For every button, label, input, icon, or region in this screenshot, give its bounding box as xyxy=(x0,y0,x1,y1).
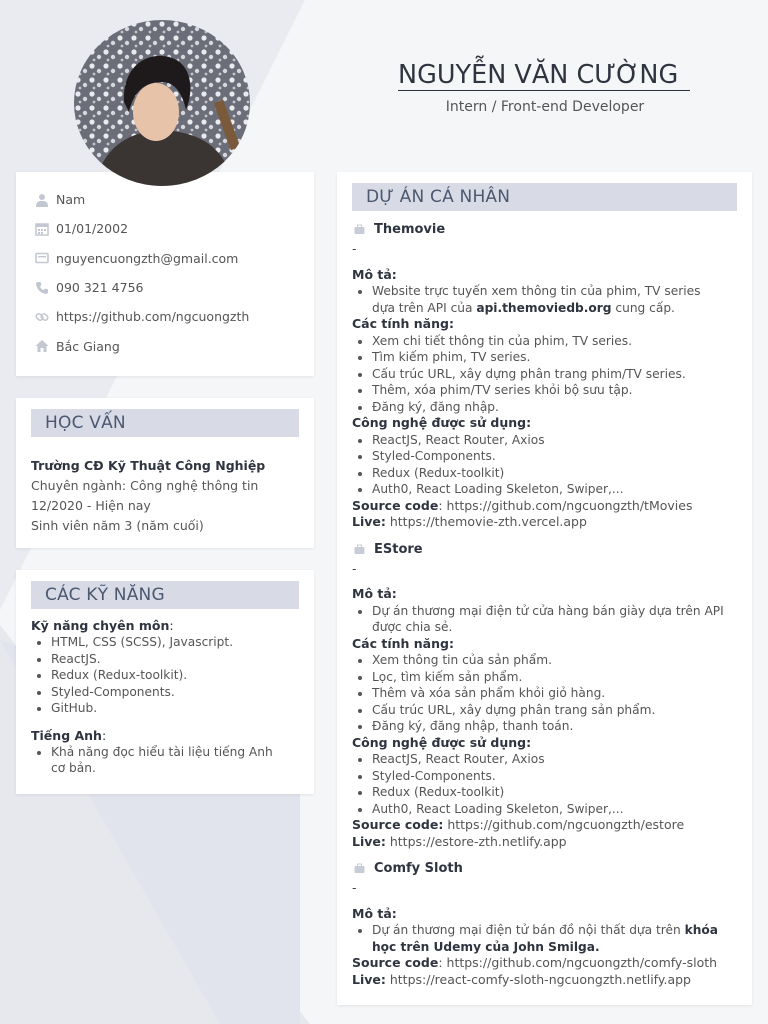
projects-title: DỰ ÁN CÁ NHÂN xyxy=(352,183,737,211)
list-item: • HTML, CSS (SCSS), Javascript. xyxy=(51,634,299,651)
live-link[interactable]: https://estore-zth.netlify.app xyxy=(389,833,567,849)
list-item: • Đăng ký, đăng nhập, thanh toán. xyxy=(372,718,737,735)
source-line: Source code: https://github.com/ngcuongzth/estore xyxy=(352,817,685,832)
github-row[interactable] xyxy=(35,302,314,331)
list-item: • Dự án thương mại điện tử cửa hàng bán giày dựa trên API được chia sẻ. xyxy=(372,603,732,636)
address-row xyxy=(35,331,314,360)
skills-card xyxy=(16,570,314,794)
list-item: • ReactJS, React Router, Axios xyxy=(372,751,737,768)
live-line: Live: https://estore-zth.netlify.app xyxy=(352,833,567,849)
english-heading: Tiếng Anh: xyxy=(31,727,107,743)
birthday-text: 01/01/2002 xyxy=(56,221,129,237)
school-name: Trường CĐ Kỹ Thuật Công Nghiệp xyxy=(31,458,266,473)
project-dash: - xyxy=(352,880,357,895)
list-item: • Cấu trúc URL, xây dựng phân trang sản phẩm. xyxy=(372,702,737,719)
skills-title: CÁC KỸ NĂNG xyxy=(31,581,299,609)
list-item: • Đăng ký, đăng nhập. xyxy=(372,399,737,416)
description-label: Mô tả: xyxy=(352,905,397,921)
list-item: • Cấu trúc URL, xây dựng phân trang phim/TV series. xyxy=(372,366,737,383)
education-card xyxy=(16,398,314,548)
list-item: • Xem thông tin của sản phẩm. xyxy=(372,652,737,669)
live-line: Live: https://themovie-zth.vercel.app xyxy=(352,514,587,529)
tech-list xyxy=(352,751,737,817)
list-item: • Khả năng đọc hiểu tài liệu tiếng Anh cơ bản. xyxy=(51,744,276,777)
live-line: Live: https://react-comfy-sloth-ngcuongzth.netlify.app xyxy=(352,971,691,987)
list-item: • Dự án thương mại điện tử bán đồ nội thất dựa trên khóa học trên Udemy của John Smilga. xyxy=(372,922,742,955)
job-title: Intern / Front-end Developer xyxy=(445,99,645,115)
list-item: • Redux (Redux-toolkit). xyxy=(51,667,299,684)
source-line: Source code: https://github.com/ngcuongzth/comfy-sloth xyxy=(352,955,718,970)
briefcase-icon xyxy=(354,863,365,874)
tech-label: Công nghệ được sử dụng: xyxy=(352,734,532,750)
description-list xyxy=(352,922,742,955)
list-item: • Styled-Components. xyxy=(372,768,737,785)
features-list xyxy=(352,333,737,416)
source-link[interactable]: https://github.com/ngcuongzth/estore xyxy=(447,817,685,832)
list-item: • Auth0, React Loading Skeleton, Swiper,... xyxy=(372,481,737,498)
project-title-comfy-sloth: Comfy Sloth xyxy=(352,860,737,877)
project-title-themovie: Themovie xyxy=(352,221,737,238)
project-dash: - xyxy=(352,560,357,576)
tech-label: Công nghệ được sử dụng: xyxy=(352,415,532,430)
list-item: • Thêm, xóa phim/TV series khỏi bộ sưu tập. xyxy=(372,382,737,399)
student-status: Sinh viên năm 3 (năm cuối) xyxy=(31,518,204,533)
list-item: • ReactJS, React Router, Axios xyxy=(372,432,737,449)
live-link[interactable]: https://themovie-zth.vercel.app xyxy=(389,514,587,529)
calendar-icon xyxy=(35,222,49,236)
major-text: Chuyên ngành: Công nghệ thông tin xyxy=(31,478,259,493)
github-link[interactable]: https://github.com/ngcuongzth xyxy=(56,309,250,325)
description-list xyxy=(352,603,732,636)
projects-card xyxy=(337,172,752,1005)
list-item: • Auth0, React Loading Skeleton, Swiper,... xyxy=(372,801,737,818)
email-icon xyxy=(35,251,49,265)
list-item: • Styled-Components. xyxy=(51,684,299,701)
features-label: Các tính năng: xyxy=(352,316,454,331)
period-text: 12/2020 - Hiện nay xyxy=(31,498,151,513)
list-item: • Website trực tuyến xem thông tin của phim, TV series dựa trên API của api.themoviedb.org cung cấp. xyxy=(372,283,712,316)
list-item: • GitHub. xyxy=(51,700,299,717)
home-icon xyxy=(35,339,49,353)
source-link[interactable]: https://github.com/ngcuongzth/comfy-sloth xyxy=(446,955,718,970)
live-link[interactable]: https://react-comfy-sloth-ngcuongzth.netlify.app xyxy=(389,971,691,987)
source-line: Source code: https://github.com/ngcuongzth/tMovies xyxy=(352,497,693,513)
description-list xyxy=(352,283,712,316)
project-dash: - xyxy=(352,241,357,256)
birthday-row xyxy=(35,214,314,243)
list-item: • Xem chi tiết thông tin của phim, TV series. xyxy=(372,333,737,350)
email-text[interactable]: nguyencuongzth@gmail.com xyxy=(56,250,239,266)
phone-icon xyxy=(35,281,49,295)
gender-row xyxy=(35,185,314,214)
list-item: • Thêm và xóa sản phẩm khỏi giỏ hàng. xyxy=(372,685,737,702)
phone-row[interactable] xyxy=(35,273,314,302)
user-icon xyxy=(35,193,49,207)
avatar xyxy=(74,20,250,186)
description-label: Mô tả: xyxy=(352,586,397,601)
briefcase-icon xyxy=(354,544,365,555)
address-text: Bắc Giang xyxy=(56,338,120,354)
briefcase-icon xyxy=(354,224,365,235)
phone-text[interactable]: 090 321 4756 xyxy=(56,280,144,296)
full-name: NGUYỄN VĂN CƯỜNG xyxy=(398,60,690,91)
source-link[interactable]: https://github.com/ngcuongzth/tMovies xyxy=(446,497,693,513)
list-item: • Lọc, tìm kiếm sản phẩm. xyxy=(372,669,737,686)
list-item: • Styled-Components. xyxy=(372,448,737,465)
list-item: • ReactJS. xyxy=(51,651,299,668)
list-item: • Redux (Redux-toolkit) xyxy=(372,784,737,801)
project-title-estore: EStore xyxy=(352,541,737,558)
list-item: • Tìm kiếm phim, TV series. xyxy=(372,349,737,366)
pro-skills-list xyxy=(31,634,299,717)
description-label: Mô tả: xyxy=(352,266,397,282)
contact-card xyxy=(16,172,314,376)
education-title: HỌC VẤN xyxy=(31,409,299,437)
features-label: Các tính năng: xyxy=(352,635,454,651)
english-list xyxy=(31,744,276,777)
gender-text: Nam xyxy=(56,192,86,208)
list-item: • Redux (Redux-toolkit) xyxy=(372,465,737,482)
pro-skills-heading: Kỹ năng chyên môn: xyxy=(31,618,174,633)
link-icon xyxy=(35,310,49,324)
email-row[interactable] xyxy=(35,244,314,273)
tech-list xyxy=(352,432,737,498)
features-list xyxy=(352,652,737,735)
